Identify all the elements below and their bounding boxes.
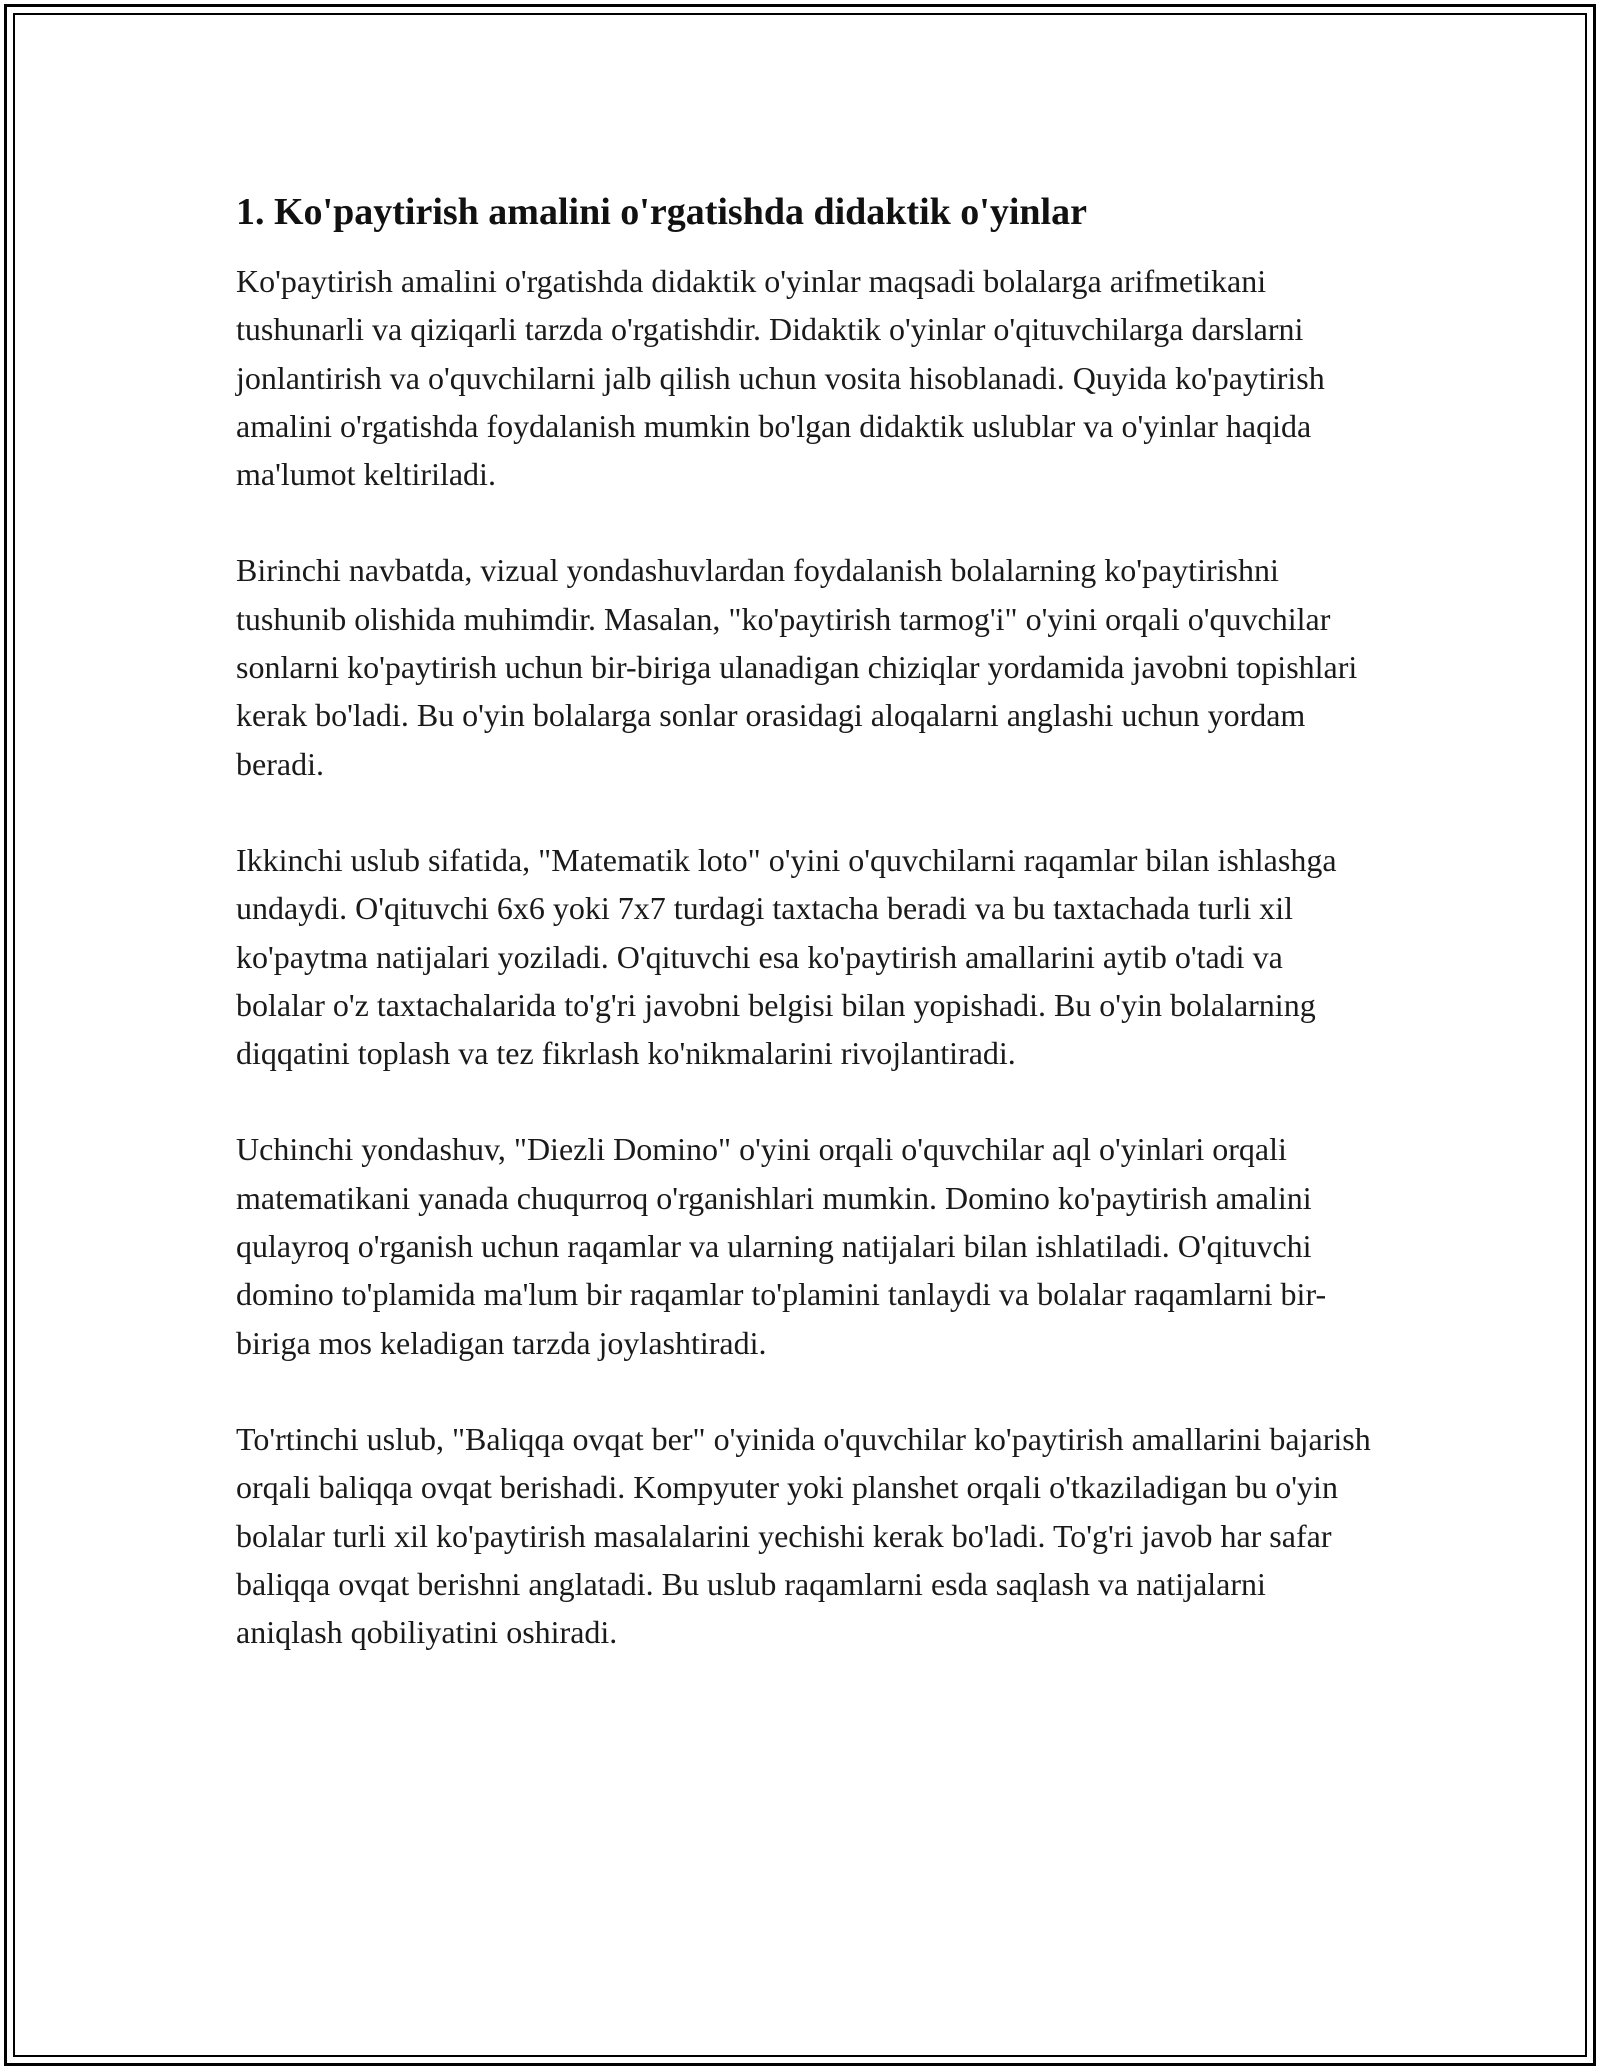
document-body xyxy=(236,186,1376,1704)
paragraph-fourth-method: To'rtinchi uslub, "Baliqqa ovqat ber" o'yinida o'quvchilar ko'paytirish amallarini bajarish orqali baliqqa ovqat berishadi. Kompyuter yoki planshet orqali o'tkaziladigan bu o'yin bolalar turli xil ko'paytirish masalalarini yechishi kerak bo'ladi. To'g'ri javob har safar baliqqa ovqat berishni anglatadi. Bu uslub raqamlarni esda saqlash va natijalarni aniqlash qobiliyatini oshiradi. xyxy=(236,1420,1371,1651)
paragraph-second-method: Ikkinchi uslub sifatida, "Matematik loto" o'yini o'quvchilarni raqamlar bilan ishlashga undaydi. O'qituvchi 6x6 yoki 7x7 turdagi taxtacha beradi va bu taxtachada turli xil ko'paytma natijalari yoziladi. O'qituvchi esa ko'paytirish amallarini aytib o'tadi va bolalar o'z taxtachalarida to'g'ri javobni belgisi bilan yopishadi. Bu o'yin bolalarning diqqatini toplash va tez fikrlash ko'nikmalarini rivojlantiradi. xyxy=(236,841,1337,1072)
paragraph-intro: Ko'paytirish amalini o'rgatishda didaktik o'yinlar maqsadi bolalarga arifmetikani tushunarli va qiziqarli tarzda o'rgatishdir. Didaktik o'yinlar o'qituvchilarga darslarni jonlantirish va o'quvchilarni jalb qilish uchun vosita hisoblanadi. Quyida ko'paytirish amalini o'rgatishda foydalanish mumkin bo'lgan didaktik uslublar va o'yinlar haqida ma'lumot keltiriladi. xyxy=(236,263,1325,493)
paragraph-third-method: Uchinchi yondashuv, "Diezli Domino" o'yini orqali o'quvchilar aql o'yinlari orqali matematikani yanada chuqurroq o'rganishlari mumkin. Domino ko'paytirish amalini qulayroq o'rganish uchun raqamlar va ularning natijalari bilan ishlatiladi. O'qituvchi domino to'plamida ma'lum bir raqamlar to'plamini tanlaydi va bolalar raqamlarni bir-biriga mos keladigan tarzda joylashtiradi. xyxy=(236,1131,1327,1361)
section-title: 1. Ko'paytirish amalini o'rgatishda didaktik o'yinlar xyxy=(236,191,1087,233)
paragraph-first-method: Birinchi navbatda, vizual yondashuvlardan foydalanish bolalarning ko'paytirishni tushunib olishida muhimdir. Masalan, "ko'paytirish tarmog'i" o'yini orqali o'quvchilar sonlarni ko'paytirish uchun bir-biriga ulanadigan chiziqlar yordamida javobni topishlari kerak bo'ladi. Bu o'yin bolalarga sonlar orasidagi aloqalarni anglashi uchun yordam beradi. xyxy=(236,552,1358,782)
